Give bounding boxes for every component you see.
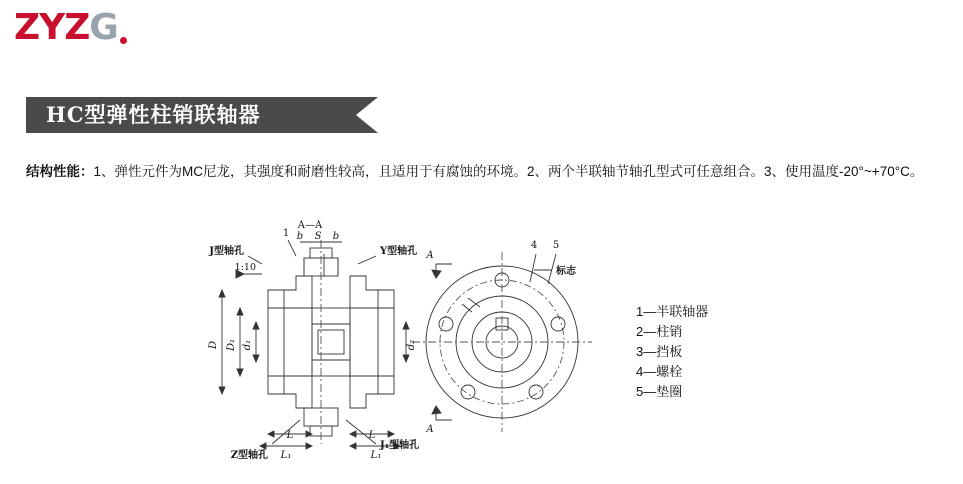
dim-D1-arrow-top [237, 308, 243, 315]
dim-L-left-label: L [286, 430, 294, 441]
section-label: A—A [297, 220, 323, 231]
dim-d1-arrow-top [253, 322, 259, 329]
section-arrow-bottom-head [432, 406, 441, 414]
callout-4-label: 4 [530, 240, 538, 251]
dim-S-label: S [314, 231, 322, 242]
title-bar-arrow-shape [356, 97, 378, 133]
dim-L-arrow-1 [268, 431, 274, 437]
page-title-banner [26, 97, 386, 133]
company-logo [14, 6, 118, 50]
list-item: 2—柱销 [636, 324, 683, 339]
coupling-drawing-svg [200, 212, 620, 472]
mark-label: 标志 [556, 266, 576, 277]
intro-text: 1、弹性元件为MC尼龙，其强度和耐磨性较高，且适用于有腐蚀的环境。2、两个半联轴节轴孔型式可任意组合。3、使用温度-20°~+70°C。 [93, 164, 924, 179]
callout-5-leader [548, 254, 556, 284]
logo-letter-z1: Z [14, 7, 40, 48]
hole-j-label: J型轴孔 [209, 246, 244, 257]
dim-d2-arrow-top [403, 322, 409, 329]
legend-list [636, 302, 708, 402]
dim-L-arrow-3 [350, 431, 356, 437]
left-hub-lines [268, 308, 312, 376]
list-item: 5—垫圈 [636, 384, 683, 399]
logo-dot-icon [120, 37, 127, 44]
logo-letter-g: G [89, 7, 118, 48]
right-hub-outline [350, 276, 394, 408]
dim-L-right-label: L [368, 430, 376, 441]
taper-label: 1:10 [234, 262, 256, 273]
dim-b2-label: b [332, 231, 340, 242]
hole-y-label: Y型轴孔 [380, 246, 418, 257]
dim-L1-arrow-1 [260, 443, 266, 449]
dim-b-label: b [296, 231, 304, 242]
dim-D-arrow-top [219, 290, 225, 297]
intro-paragraph [26, 160, 941, 184]
pin-hole [439, 317, 453, 331]
page-title: HC型弹性柱销联轴器 [46, 102, 261, 127]
pin-hole [551, 317, 565, 331]
dim-L1-right-label: L₁ [370, 450, 382, 461]
left-hub-outline [268, 276, 312, 408]
logo-letter-z2: Z [64, 7, 90, 48]
dim-L-arrow-4 [388, 431, 394, 437]
dim-d2-label: d₂ [406, 339, 417, 351]
list-item: 3—挡板 [636, 344, 683, 359]
intro-label: 结构性能： [26, 164, 94, 179]
hole-z-label: Z型轴孔 [230, 450, 268, 461]
dim-L1-arrow-3 [350, 443, 356, 449]
dim-d1-label: d₁ [242, 339, 253, 351]
logo-wordmark [14, 7, 118, 48]
logo-letter-y: Y [39, 7, 65, 48]
callout-4-leader [530, 254, 536, 282]
dim-L1-left-label: L₁ [280, 450, 292, 461]
hole-y-leader [358, 256, 376, 264]
hatch-marks [462, 298, 480, 312]
callout-1-leader [288, 240, 296, 256]
list-item: 1—半联轴器 [636, 304, 709, 319]
pin-hole [461, 385, 475, 399]
dim-D1-arrow-bottom [237, 369, 243, 376]
right-hub-lines [350, 308, 394, 376]
pin-hole [529, 385, 543, 399]
dim-D1-label: D₁ [226, 338, 237, 352]
callout-1-label: 1 [282, 228, 290, 239]
section-arrow-top-head [432, 270, 441, 278]
section-arrow-top-label: A [426, 250, 434, 261]
dim-d1-arrow-bottom [253, 355, 259, 362]
technical-drawing [200, 212, 620, 472]
pin-center [318, 330, 344, 354]
dim-d2-arrow-bottom [403, 355, 409, 362]
section-arrow-bottom-label: A [426, 424, 434, 435]
dim-L1-arrow-2 [306, 443, 312, 449]
dim-D-label: D [208, 340, 219, 350]
front-center-lines [412, 252, 592, 432]
dim-D-arrow-bottom [219, 387, 225, 394]
callout-5-label: 5 [552, 240, 560, 251]
hole-j1-label: J₁型轴孔 [380, 440, 420, 451]
list-item: 4—螺栓 [636, 364, 683, 379]
